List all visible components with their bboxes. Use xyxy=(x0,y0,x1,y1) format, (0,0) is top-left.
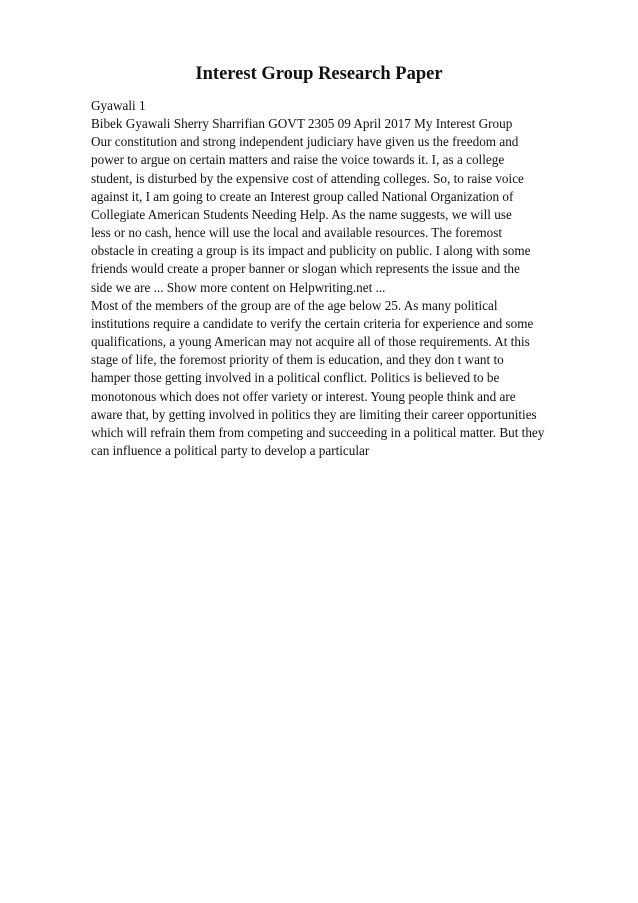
body-line: Bibek Gyawali Sherry Sharrifian GOVT 2305 09 April 2017 My Interest Group xyxy=(91,116,513,132)
body-line: monotonous which does not offer variety or interest. Young people think and are xyxy=(91,388,516,404)
body-line: Most of the members of the group are of the age below 25. As many political xyxy=(91,297,498,313)
body-line: can influence a political party to develop a particular xyxy=(91,442,370,458)
body-line: stage of life, the foremost priority of them is education, and they don t want to xyxy=(91,352,504,368)
body-line: against it, I am going to create an Interest group called National Organization of xyxy=(91,188,514,204)
body-line: student, is disturbed by the expensive cost of attending colleges. So, to raise voice xyxy=(91,170,524,186)
body-line: Our constitution and strong independent judiciary have given us the freedom and xyxy=(91,134,519,150)
document-body xyxy=(91,97,601,460)
document-title: Interest Group Research Paper xyxy=(195,64,443,84)
body-line: institutions require a candidate to verify the certain criteria for experience and some xyxy=(91,315,534,331)
body-line: Collegiate American Students Needing Help. As the name suggests, we will use xyxy=(91,206,512,222)
body-line: obstacle in creating a group is its impact and publicity on public. I along with some xyxy=(91,243,531,259)
body-line: which will refrain them from competing and succeeding in a political matter. But they xyxy=(91,424,545,440)
body-line: aware that, by getting involved in politics they are limiting their career opportunities xyxy=(91,406,537,422)
body-line: hamper those getting involved in a political conflict. Politics is believed to be xyxy=(91,370,500,386)
body-line: side we are ... Show more content on Helpwriting.net ... xyxy=(91,279,386,295)
body-line: less or no cash, hence will use the local and available resources. The foremost xyxy=(91,225,502,241)
body-line: qualifications, a young American may not acquire all of those requirements. At this xyxy=(91,334,530,350)
body-line: Gyawali 1 xyxy=(91,98,146,113)
body-line: power to argue on certain matters and raise the voice towards it. I, as a college xyxy=(91,152,505,168)
body-line: friends would create a proper banner or slogan which represents the issue and the xyxy=(91,261,520,277)
